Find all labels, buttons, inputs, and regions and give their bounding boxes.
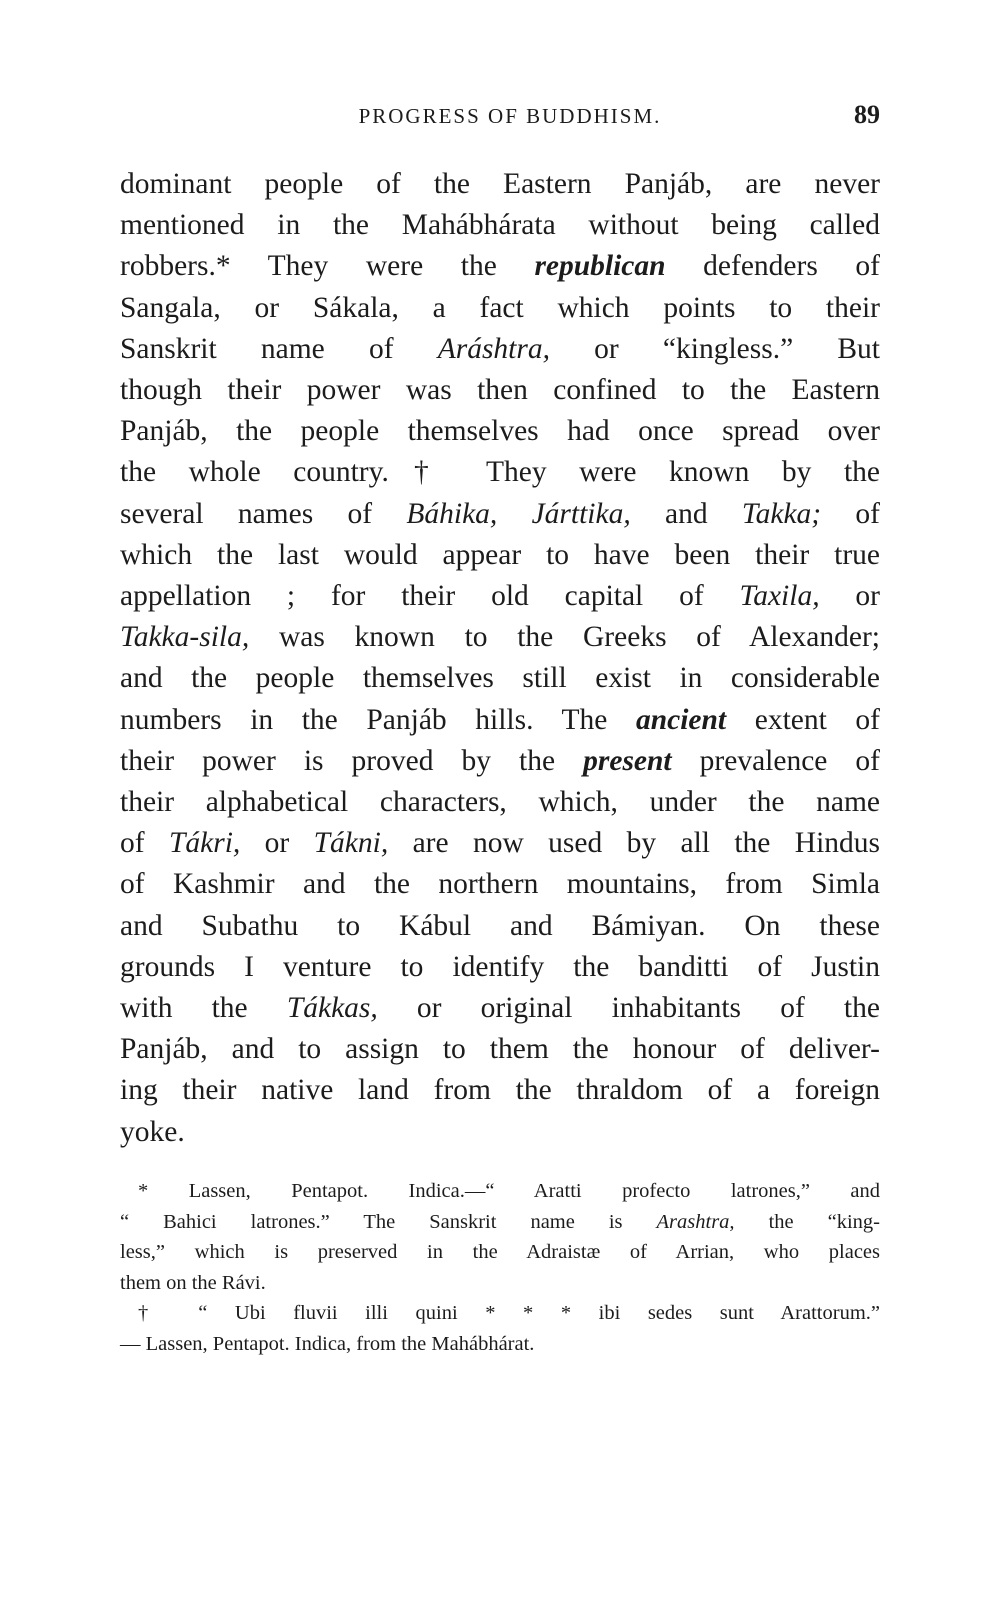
body-line [120,1112,880,1153]
text-run: less,” which is preserved in the Adraistæ of Arrian, who places [120,1241,880,1263]
footnote-line [120,1329,880,1360]
footnote-line [120,1207,880,1238]
body-line [120,535,880,576]
text-run: robbers.* They were the [120,250,535,283]
body-text [120,164,880,1153]
text-run: “ Bahici latrones.” The Sanskrit name is [120,1210,657,1233]
body-line [120,246,880,287]
text-run: though their power was then confined to the Eastern [120,374,880,407]
text-run: Arashtra, [656,1210,735,1233]
text-run: Aráshtra, [437,332,550,365]
text-run: Tákni, [313,827,389,860]
running-title: PROGRESS OF BUDDHISM. [358,104,662,128]
text-run: ancient [635,703,727,736]
text-run: was known to the Greeks of Alexander; [249,621,880,654]
text-run: or [819,580,880,613]
text-run: them on the Rávi. [120,1271,266,1294]
text-run: Panjáb, the people themselves had once spread over [120,415,880,448]
body-line [120,988,880,1029]
body-line [120,452,880,493]
body-line [120,782,880,823]
body-line [120,823,880,864]
text-run: of Kashmir and the northern mountains, from Simla [120,868,880,901]
body-line [120,205,880,246]
body-line [120,411,880,452]
body-line [120,617,880,658]
body-line [120,864,880,905]
text-run: with the [120,992,287,1025]
footnote-line [120,1298,880,1329]
text-run: dominant people of the Eastern Panjáb, are never [120,168,880,200]
body-line [120,741,880,782]
body-line [120,494,880,535]
footnote-line [120,1176,880,1207]
body-line [120,947,880,988]
text-run: or “kingless.” But [550,332,880,365]
body-line [120,700,880,741]
text-run: the whole country.† They were known by the [120,456,880,489]
body-line [120,329,880,370]
text-run: are now used by all the Hindus [388,827,881,860]
text-run: prevalence of [671,744,881,777]
page-number: 89 [854,100,880,129]
text-run: Takka; [741,497,822,530]
text-run: ing their native land from the thraldom of a foreign [120,1074,880,1107]
footnote-line [120,1268,880,1299]
footnote-line [120,1237,880,1268]
text-run: republican [534,250,666,283]
text-run: their power is proved by the [120,744,584,777]
text-run: Takka-sila, [120,621,250,654]
body-line [120,906,880,947]
text-run: Sangala, or Sákala, a fact which points to their [120,291,880,324]
text-run: Tákkas, [286,992,378,1025]
text-run: and the people themselves still exist in considerable [120,662,880,695]
text-run: which the last would appear to have been their true [120,538,880,571]
footnotes [120,1176,880,1359]
text-run: Panjáb, and to assign to them the honour of deliver- [120,1033,880,1066]
text-run: * Lassen, Pentapot. Indica.—“ Aratti profecto latrones,” and [138,1180,880,1202]
text-run: and [630,497,742,530]
text-run: mentioned in the Mahábhárata without being called [120,209,880,242]
body-line [120,1029,880,1070]
text-run: Taxila, [739,580,820,613]
body-line [120,576,880,617]
text-run: — Lassen, Pentapot. Indica, from the Mahábhárat. [120,1332,535,1355]
text-run: or original inhabitants of the [377,992,880,1025]
text-run: † “ Ubi fluvii illi quini * * * ibi sedes sunt Arattorum.” [138,1302,880,1324]
body-line [120,288,880,329]
body-line [120,164,880,205]
text-run: Báhika, Járttika, [406,497,631,530]
text-run: or [240,827,314,860]
text-run: and Subathu to Kábul and Bámiyan. On these [120,909,880,942]
text-run: the “king- [734,1210,880,1233]
text-run: Tákri, [168,827,241,860]
text-run: extent of [726,703,880,736]
text-run: defenders of [665,250,880,283]
text-run: their alphabetical characters, which, under the name [120,786,880,819]
text-run: of [821,497,880,530]
text-run: Sanskrit name of [120,332,438,365]
body-line [120,658,880,699]
text-run: numbers in the Panjáb hills. The [120,703,636,736]
text-run: appellation ; for their old capital of [120,580,740,613]
text-run: present [583,744,672,777]
body-line [120,370,880,411]
text-run: yoke. [120,1115,185,1148]
text-run: several names of [120,497,407,530]
running-head [120,100,880,134]
text-run: of [120,827,169,860]
text-run: grounds I venture to identify the banditti of Justin [120,950,880,983]
body-line [120,1070,880,1111]
